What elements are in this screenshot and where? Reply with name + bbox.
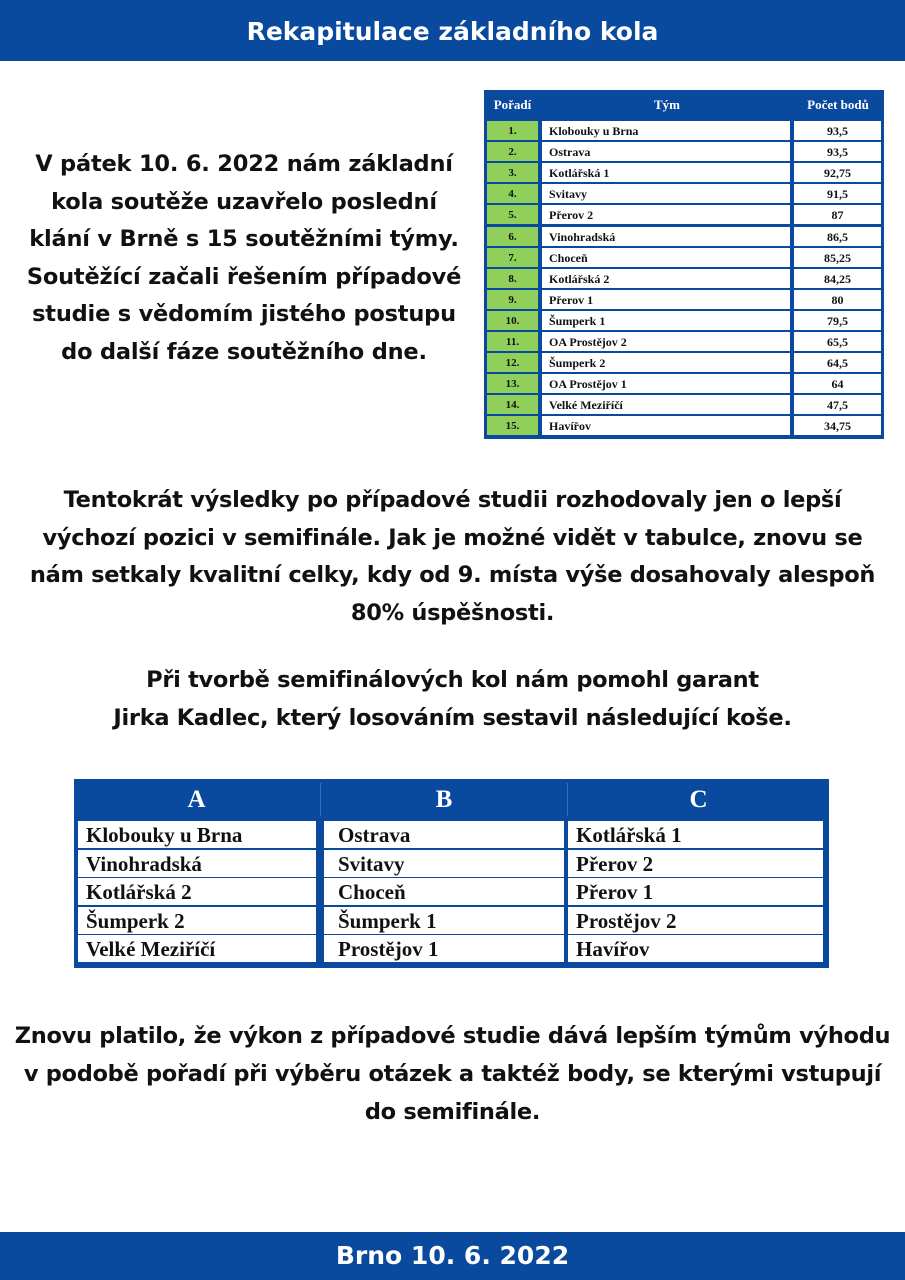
points-cell: 91,5	[794, 184, 881, 203]
team-cell: Havířov	[542, 416, 790, 435]
points-cell: 93,5	[794, 121, 881, 140]
table-row	[487, 311, 881, 332]
points-cell: 84,25	[794, 269, 881, 288]
points-cell: 80	[794, 290, 881, 309]
rank-cell: 3.	[487, 163, 538, 182]
footer-date: Brno 10. 6. 2022	[335, 1241, 570, 1270]
table-row	[487, 395, 881, 416]
pot-header-b: B	[435, 786, 453, 813]
rank-cell: 10.	[487, 311, 538, 330]
table-row	[487, 163, 881, 184]
rank-cell: 5.	[487, 205, 538, 224]
table-row	[487, 205, 881, 226]
pot-cell: Přerov 2	[568, 850, 823, 877]
table-row	[487, 374, 881, 395]
results-table	[484, 90, 884, 439]
pot-cell: Vinohradská	[78, 850, 316, 877]
table-row	[487, 353, 881, 374]
table-row	[487, 248, 881, 269]
team-cell: Šumperk 1	[542, 311, 790, 330]
draw-paragraph	[18, 662, 887, 737]
table-row	[487, 332, 881, 353]
rank-cell: 2.	[487, 142, 538, 161]
results-header-points: Počet bodů	[807, 97, 869, 112]
team-cell: Ostrava	[542, 142, 790, 161]
points-cell: 86,5	[794, 227, 881, 246]
points-cell: 64,5	[794, 353, 881, 372]
results-header-rank: Pořadí	[493, 97, 532, 112]
pot-cell: Šumperk 1	[324, 907, 564, 934]
points-cell: 65,5	[794, 332, 881, 351]
table-row	[487, 290, 881, 311]
team-cell: Klobouky u Brna	[542, 121, 790, 140]
rank-cell: 6.	[487, 227, 538, 246]
points-cell: 85,25	[794, 248, 881, 267]
page-title: Rekapitulace základního kola	[246, 17, 659, 46]
pot-cell: Havířov	[568, 935, 823, 962]
rank-cell: 8.	[487, 269, 538, 288]
points-cell: 64	[794, 374, 881, 393]
table-row	[487, 121, 881, 142]
table-row	[487, 269, 881, 290]
rank-cell: 12.	[487, 353, 538, 372]
pot-cell: Svitavy	[324, 850, 564, 877]
team-cell: Choceň	[542, 248, 790, 267]
points-cell: 79,5	[794, 311, 881, 330]
team-cell: OA Prostějov 1	[542, 374, 790, 393]
rank-cell: 15.	[487, 416, 538, 435]
table-row	[487, 416, 881, 437]
team-cell: Svitavy	[542, 184, 790, 203]
rank-cell: 13.	[487, 374, 538, 393]
pot-header-c: C	[689, 786, 708, 813]
pot-header-a: A	[187, 786, 206, 813]
points-cell: 34,75	[794, 416, 881, 435]
team-cell: Přerov 2	[542, 205, 790, 224]
table-row	[487, 142, 881, 163]
rank-cell: 9.	[487, 290, 538, 309]
team-cell: Přerov 1	[542, 290, 790, 309]
rank-cell: 7.	[487, 248, 538, 267]
table-row	[487, 184, 881, 205]
closing-paragraph: Znovu platilo, že výkon z případové studie dává lepším týmům výhodu v podobě pořadí při výběru otázek a taktéž body, se kterými vstupují do semifinále.	[14, 1023, 891, 1125]
points-cell: 92,75	[794, 163, 881, 182]
table-row	[487, 227, 881, 248]
team-cell: Kotlářská 2	[542, 269, 790, 288]
team-cell: Šumperk 2	[542, 353, 790, 372]
pot-cell: Kotlářská 1	[568, 821, 823, 848]
pot-cell: Klobouky u Brna	[78, 821, 316, 848]
rank-cell: 11.	[487, 332, 538, 351]
draw-paragraph-line-1: Při tvorbě semifinálových kol nám pomohl garant	[146, 667, 759, 693]
page-header-bar	[0, 0, 905, 61]
results-paragraph: Tentokrát výsledky po případové studii rozhodovaly jen o lepší výchozí pozici v semifinále. Jak je možné vidět v tabulce, znovu se nám setkaly kvalitní celky, kdy od 9. místa výše dosahovaly alespoň 80% úspěšnosti.	[29, 487, 876, 626]
rank-cell: 14.	[487, 395, 538, 414]
points-cell: 93,5	[794, 142, 881, 161]
pot-cell: Choceň	[324, 878, 564, 905]
rank-cell: 1.	[487, 121, 538, 140]
pot-cell: Přerov 1	[568, 878, 823, 905]
pot-cell: Kotlářská 2	[78, 878, 316, 905]
draw-paragraph-line-2: Jirka Kadlec, který losováním sestavil následující koše.	[113, 704, 792, 731]
team-cell: Kotlářská 1	[542, 163, 790, 182]
pot-cell: Prostějov 1	[324, 935, 564, 962]
team-cell: Velké Meziříčí	[542, 395, 790, 414]
page-footer-bar	[0, 1232, 905, 1280]
pot-cell: Šumperk 2	[78, 907, 316, 934]
team-cell: OA Prostějov 2	[542, 332, 790, 351]
pots-table	[74, 779, 829, 968]
team-cell: Vinohradská	[542, 227, 790, 246]
results-header-team: Tým	[654, 97, 680, 112]
intro-paragraph: V pátek 10. 6. 2022 nám základní kola soutěže uzavřelo poslední klání v Brně s 15 soutěžními týmy. Soutěžící začali řešením případové studie s vědomím jistého postupu do další fáze soutěžního dne.	[26, 151, 462, 365]
pot-cell: Velké Meziříčí	[78, 935, 316, 962]
pot-cell: Prostějov 2	[568, 907, 823, 934]
points-cell: 47,5	[794, 395, 881, 414]
rank-cell: 4.	[487, 184, 538, 203]
points-cell: 87	[794, 205, 881, 224]
pot-cell: Ostrava	[324, 821, 564, 848]
